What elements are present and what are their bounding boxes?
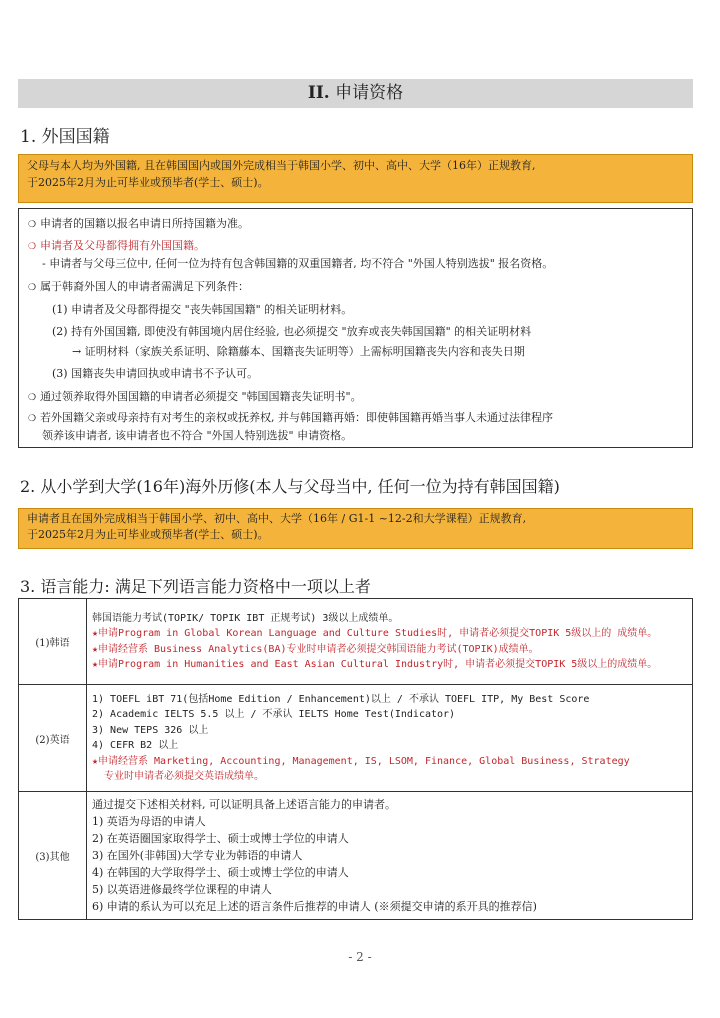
content-line: 3) New TEPS 326 以上 [92,724,209,736]
s1-requirement-line-2: 于2025年2月为止可毕业或预毕者(学士、硕士)。 [27,176,269,189]
content-line: 6) 申请的系认为可以充足上述的语言条件后推荐的申请人 (※须提交申请的系开具的推荐信) [92,900,537,913]
content-line: 3) 在国外(非韩国)大学专业为韩语的申请人 [92,849,303,862]
table-row [19,599,693,685]
s1-item: ❍ 若外国籍父亲或母亲持有对考生的亲权或抚养权, 并与韩国籍再婚：即使韩国籍再婚当事人未通过法律程序 [28,411,553,426]
content-line: 1) 英语为母语的申请人 [92,815,206,828]
section-title-bar [18,79,693,108]
s1-requirement-line-1: 父母与本人均为外国籍, 且在韩国国内或国外完成相当于韩国小学、初中、高中、大学（16年）正规教育, [27,159,536,172]
s1-item: ❍ 申请者的国籍以报名申请日所持国籍为准。 [28,217,249,232]
row-label-other: (3)其他 [19,792,87,920]
s2-requirement-line-2: 于2025年2月为止可毕业或预毕者(学士、硕士)。 [27,528,269,541]
content-line: 2) 在英语圈国家取得学士、硕士或博士学位的申请人 [92,832,349,845]
s1-item: 领养该申请者, 该申请者也不符合 "外国人特别选拔" 申请资格。 [42,429,353,442]
content-line: ★申请经营系 Business Analytics(BA)专业时申请者必须提交韩国语能力考试(TOPIK)成绩单。 [92,643,539,655]
row-content-english [87,685,693,792]
table-row [19,685,693,792]
s1-item: ❍ 通过领养取得外国国籍的申请者必须提交 "韩国国籍丧失证明书"。 [28,390,362,405]
s1-item: → 证明材料（家族关系证明、除籍藤本、国籍丧失证明等）上需标明国籍丧失内容和丧失日期 [72,345,525,358]
section-title: 申请资格 [335,83,404,103]
heading-language-ability: 3. 语言能力: 满足下列语言能力资格中一项以上者 [20,577,371,596]
heading-overseas-study: 2. 从小学到大学(16年)海外历修(本人与父母当中, 任何一位为持有韩国国籍) [20,477,560,496]
content-line: ★申请Program in Humanities and East Asian Cultural Industry时, 申请者必须提交TOPIK 5级以上的成绩单。 [92,659,658,670]
content-line: 4) CEFR B2 以上 [92,740,179,751]
content-line: ★申请经营系 Marketing, Accounting, Management, IS, LSOM, Finance, Global Business, Strategy [92,755,630,767]
row-content-other [87,792,693,920]
content-line: 4) 在韩国的大学取得学士、硕士或博士学位的申请人 [92,866,349,879]
content-line: 通过提交下述相关材料, 可以证明具备上述语言能力的申请者。 [92,798,396,811]
section-number: II. [307,83,330,103]
s1-item: - 申请者与父母三位中, 任何一位为持有包含韩国籍的双重国籍者, 均不符合 "外国人特别选拔" 报名资格。 [42,257,554,270]
row-content-korean [87,599,693,685]
s1-item: ❍ 属于韩裔外国人的申请者需满足下列条件： [28,280,249,295]
s1-item: (2) 持有外国国籍, 即使没有韩国境内居住经验, 也必须提交 "放弃或丧失韩国国籍" 的相关证明材料 [52,325,532,338]
content-line: 1) TOEFL iBT 71(包括Home Edition / Enhancement)以上 / 不承认 TOEFL ITP, My Best Score [92,693,590,705]
content-line: 韩国语能力考试(TOPIK/ TOPIK IBT 正规考试) 3级以上成绩单。 [92,612,399,624]
s1-item: (3) 国籍丧失申请回执或申请书不予认可。 [52,367,259,380]
language-requirements-table [18,598,693,920]
s2-requirement-box [18,508,693,549]
table-row [19,792,693,920]
s1-item: ❍ 申请者及父母都得拥有外国国籍。 [28,239,205,254]
content-line: 2) Academic IELTS 5.5 以上 / 不承认 IELTS Home Test(Indicator) [92,709,456,720]
s1-requirement-box [18,154,693,203]
row-label-english: (2)英语 [19,685,87,792]
s2-requirement-line-1: 申请者且在国外完成相当于韩国小学、初中、高中、大学（16年 / G1-1 ~12-2和大学课程）正规教育, [27,512,527,525]
s1-item: (1) 申请者及父母都得提交 "丧失韩国国籍" 的相关证明材料。 [52,303,353,316]
content-line: 5) 以英语进修最终学位课程的申请人 [92,883,272,896]
row-label-korean: (1)韩语 [19,599,87,685]
page-number: - 2 - [348,950,372,964]
content-line: 专业时申请者必须提交英语成绩单。 [92,771,265,782]
heading-foreign-nationality: 1. 外国国籍 [20,127,110,147]
content-line: ★申请Program in Global Korean Language and Culture Studies时, 申请者必须提交TOPIK 5级以上的 成绩单。 [92,628,658,639]
